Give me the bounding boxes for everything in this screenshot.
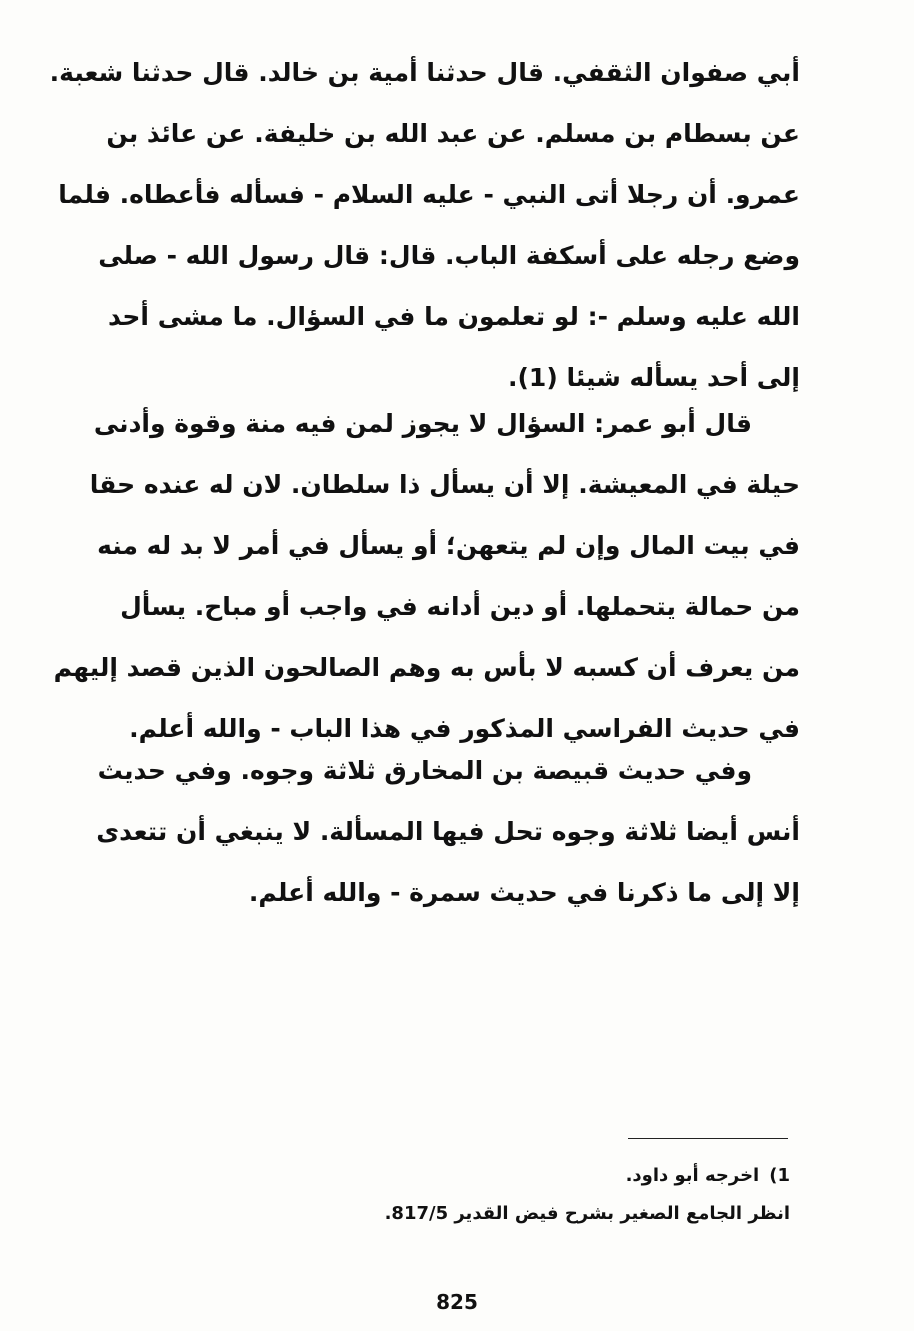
paragraph-3 [96, 740, 800, 923]
footnote-1 [250, 1157, 790, 1195]
text-line: الله عليه وسلم -: لو تعلمون ما في السؤال. ما مشى أحد [107, 302, 800, 331]
text-line: أبي صفوان الثقفي. قال حدثنا أمية بن خالد. قال حدثنا شعبة. [49, 58, 800, 87]
text-line: وفي حديث قبيصة بن المخارق ثلاثة وجوه. وفي حديث [97, 756, 752, 785]
text-line: قال أبو عمر: السؤال لا يجوز لمن فيه منة وقوة وأدنى [93, 409, 752, 438]
paragraph-2 [53, 393, 800, 759]
footnote-marker: 1) [769, 1165, 790, 1186]
text-line: في حديث الفراسي المذكور في هذا الباب - والله أعلم. [129, 714, 800, 743]
page-number: 825 [436, 1290, 478, 1314]
text-line: إلا إلى ما ذكرنا في حديث سمرة - والله أعلم. [248, 878, 800, 907]
footnotes [250, 1157, 790, 1233]
text-line: من يعرف أن كسبه لا بأس به وهم الصالحون الذين قصد إليهم [53, 653, 800, 682]
text-line: في بيت المال وإن لم يتعهن؛ أو يسأل في أمر لا بد له منه [97, 531, 800, 560]
text-line: أنس أيضا ثلاثة وجوه تحل فيها المسألة. لا ينبغي أن تتعدى [96, 817, 800, 846]
text-line: وضع رجله على أسكفة الباب. قال: قال رسول الله - صلى [98, 241, 800, 270]
text-line: إلى أحد يسأله شيئا (1). [507, 363, 800, 392]
footnote-1-reference: انظر الجامع الصغير بشرح فيض القدير 817/5. [384, 1203, 790, 1224]
text-line: حيلة في المعيشة. إلا أن يسأل ذا سلطان. لان له عنده حقا [89, 470, 800, 499]
paragraph-1 [49, 42, 800, 408]
footnote-1-text: اخرجه أبو داود. [625, 1165, 760, 1186]
footnote-divider [628, 1138, 788, 1139]
text-line: عمرو. أن رجلا أتى النبي - عليه السلام - فسأله فأعطاه. فلما [58, 180, 800, 209]
text-line: عن بسطام بن مسلم. عن عبد الله بن خليفة. عن عائذ بن [106, 119, 800, 148]
text-line: من حمالة يتحملها. أو دين أدانه في واجب أو مباح. يسأل [120, 592, 800, 621]
